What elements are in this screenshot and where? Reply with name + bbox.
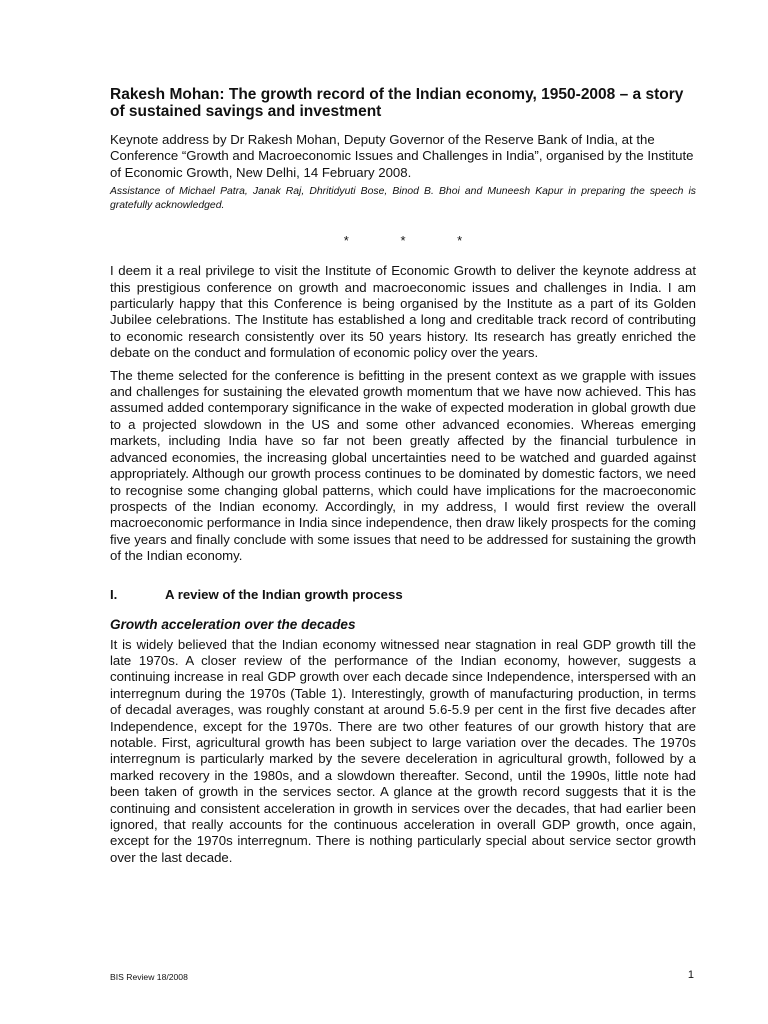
- section-number: I.: [110, 586, 118, 602]
- paragraph-1: I deem it a real privilege to visit the Institute of Economic Growth to deliver the keynote address at this prestigious conference on growth and macroeconomic issues and challenges in India. I am particularly happy that this Conference is being organised by the Institute as a part of its Golden Jubilee celebrations. The Institute has established a long and creditable track record of contributing to economic research consistently over its 50 years history. Its research has greatly enriched the debate on the conduct and formulation of economic policy over the years.: [110, 263, 696, 361]
- subheading: Growth acceleration over the decades: [110, 616, 356, 632]
- paragraph-2: The theme selected for the conference is befitting in the present context as we grapple with issues and challenges for sustaining the elevated growth momentum that we have now achieved. This has assumed added contemporary significance in the wake of expected moderation in global growth due to a projected slowdown in the US and some other advanced economies. Whereas emerging markets, including India have so far not been greatly affected by the financial turbulence in advanced economies, the increasing global uncertainties need to be watched and guarded against appropriately. Although our growth process continues to be dominated by domestic factors, we need to recognise some changing global patterns, which could have implications for the macroeconomic prospects of the Indian economy. Accordingly, in my address, I would first review the overall macroeconomic performance in India since independence, then draw likely prospects for the coming five years and finally conclude with some issues that need to be addressed for sustaining the growth of the Indian economy.: [110, 367, 696, 564]
- paragraph-3: It is widely believed that the Indian economy witnessed near stagnation in real GDP growth till the late 1970s. A closer review of the performance of the Indian economy, however, suggests a continuing increase in real GDP growth over each decade since Independence, interspersed with an interregnum during the 1970s (Table 1). Interestingly, growth of manufacturing production, in terms of decadal averages, was roughly constant at around 5.6-5.9 per cent in the first five decades after Independence, except for the 1970s. There are two other features of our growth history that are notable. First, agricultural growth has been subject to large variation over the decades. The 1970s interregnum is particularly marked by the severe deceleration in agricultural growth, followed by a marked recovery in the 1980s, and a slowdown thereafter. Second, until the 1990s, little note had been taken of growth in the services sector. A glance at the growth record suggests that it is the continuing and consistent acceleration in growth in services over the decades, that had earlier been ignored, that really accounts for the continuous acceleration in overall GDP growth, once again, except for the 1970s interregnum. There is nothing particularly special about service sector growth over the last decade.: [110, 636, 696, 865]
- footer-source: BIS Review 18/2008: [110, 972, 188, 982]
- section-separator: * * *: [343, 233, 487, 249]
- section-title: A review of the Indian growth process: [165, 586, 403, 602]
- section-heading: [110, 587, 696, 603]
- acknowledgement: Assistance of Michael Patra, Janak Raj, Dhritidyuti Bose, Binod B. Bhoi and Muneesh Kapur in preparing the speech is gratefully acknowledged.: [110, 186, 696, 212]
- document-title: Rakesh Mohan: The growth record of the Indian economy, 1950-2008 – a story of sustained savings and investment: [110, 86, 684, 120]
- keynote-line: Keynote address by Dr Rakesh Mohan, Deputy Governor of the Reserve Bank of India, at the Conference “Growth and Macroeconomic Issues and Challenges in India”, organised by the Institute of Economic Growth, New Delhi, 14 February 2008.: [110, 132, 694, 180]
- document-body: [110, 86, 696, 872]
- page-number: 1: [687, 969, 694, 981]
